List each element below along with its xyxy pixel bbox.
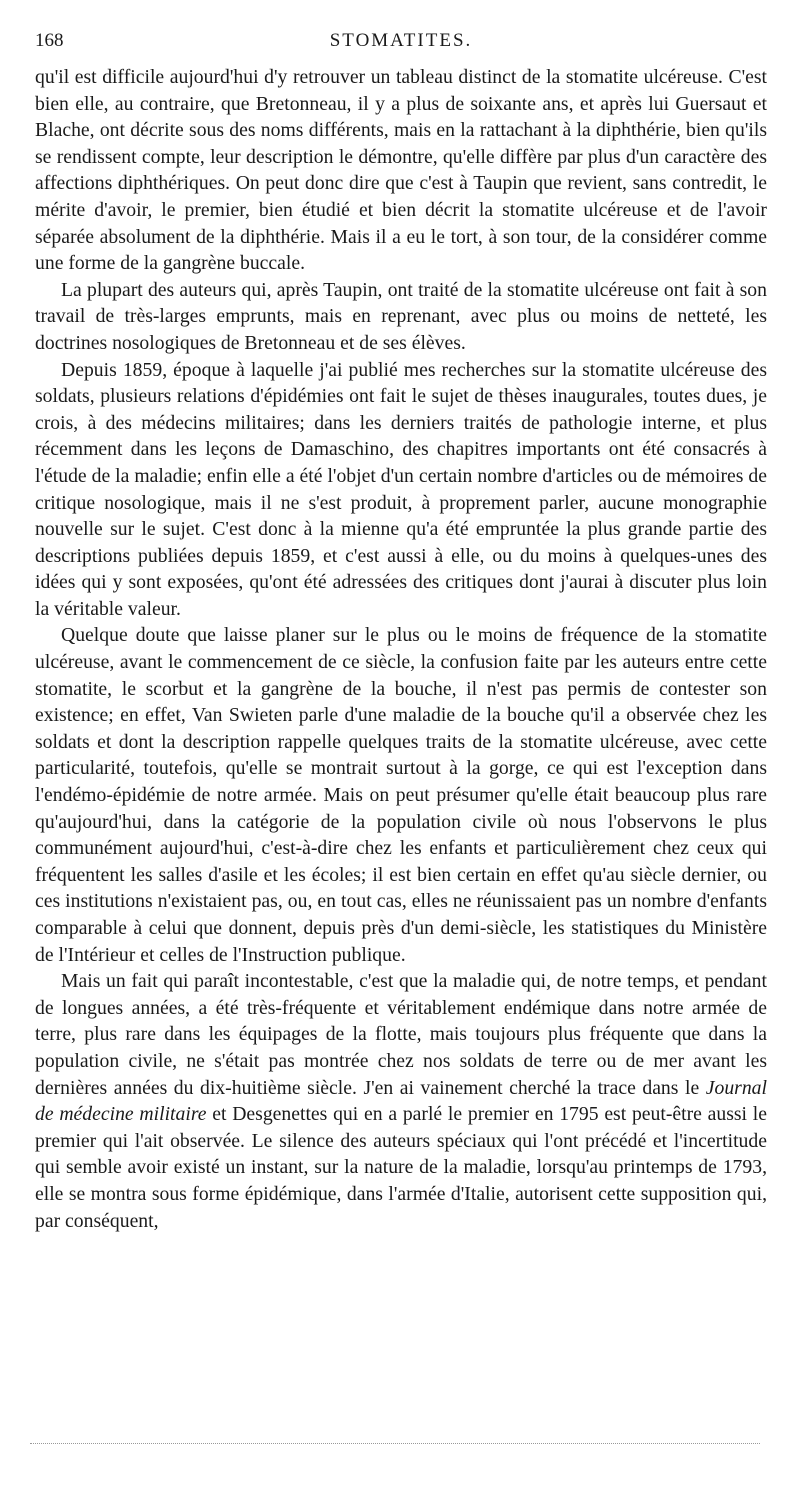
paragraph-since-1859: Depuis 1859, époque à laquelle j'ai publié mes recherches sur la stomatite ulcéreuse des soldats, plusieurs relations d'épidémies ont fait le sujet de thèses inaugurales, toutes dues, je crois, à des médecins militaires; dans les derniers traités de pathologie interne, et plus récemment dans les leçons de Damaschino, des chapitres importants ont été consacrés à l'étude de la maladie; enfin elle a été l'objet d'un certain nombre d'articles ou de mémoires de critique nosologique, mais il ne s'est produit, à proprement parler, aucune monographie nouvelle sur le sujet. C'est donc à la mienne qu'a été empruntée la plus grande partie des descriptions publiées depuis 1859, et c'est aussi à elle, ou du moins à quelques-unes des idées qui y sont exposées, qu'ont été adressées des critiques dont j'aurai à discuter plus loin la véritable valeur. <box>35 358 767 620</box>
paragraph-taupin-borrowings: La plupart des auteurs qui, après Taupin, ont traité de la stomatite ulcéreuse ont fait à son travail de très-larges emprunts, mais en reprenant, avec plus ou moins de netteté, les doctrines nosologiques de Bretonneau et de ses élèves. <box>35 278 767 354</box>
page-number: 168 <box>35 30 64 51</box>
paragraph-desgenettes <box>35 968 767 1234</box>
footer-rule <box>30 1443 760 1444</box>
paragraph-van-swieten: Quelque doute que laisse planer sur le plus ou le moins de fréquence de la stomatite ulcéreuse, avant le commencement de ce siècle, la confusion faite par les auteurs entre cette stomatite, le scorbut et la gangrène de la bouche, il n'est pas permis de contester son existence; en effet, Van Swieten parle d'une maladie de la bouche qu'il a observée chez les soldats et dont la description rappelle quelques traits de la stomatite ulcéreuse, avec cette particularité, toutefois, qu'elle se montrait surtout à la gorge, ce qui est l'exception dans l'endémo-épidémie de notre armée. Mais on peut présumer qu'elle était beaucoup plus rare qu'aujourd'hui, dans la catégorie de la population civile où nous l'observons le plus communément aujourd'hui, c'est-à-dire chez les enfants et particulièrement chez ceux qui fréquentent les salles d'asile et les écoles; il est bien certain en effet qu'au siècle dernier, ou ces institutions n'existaient pas, ou, en tout cas, elles ne réunissaient pas un nombre d'enfants comparable à celui que donnent, depuis près d'un demi-siècle, les statistiques du Ministère de l'Intérieur et celles de l'Instruction publique. <box>35 624 767 966</box>
journal-title: Journal de médecine militaire <box>35 1076 767 1126</box>
running-head: STOMATITES. <box>329 30 473 51</box>
paragraph-text-segment: et Desgenettes qui en a parlé le premier en 1795 est peut-être aussi le premier qui l'ait observée. Le silence des auteurs spéciaux qui l'ont précédé et l'incertitude qui semble avoir existé un instant, sur la nature de la maladie, lorsqu'au printemps de 1793, elle se montra sous forme épidémique, dans l'armée d'Italie, autorisent cette supposition qui, par conséquent, <box>35 1103 767 1232</box>
page-header <box>35 30 767 56</box>
body-text <box>35 64 767 1234</box>
paragraph-text-segment: Mais un fait qui paraît incontestable, c'est que la maladie qui, de notre temps, et pendant de longues années, a été très-fréquente et véritablement endémique dans notre armée de terre, plus rare dans les équipages de la flotte, mais toujours plus fréquente que dans la population civile, ne s'était pas montrée chez nos soldats de terre ou de mer avant les dernières années du dix-huitième siècle. J'en ai vainement cherché la trace dans le <box>35 970 767 1099</box>
paragraph-continuation: qu'il est difficile aujourd'hui d'y retrouver un tableau distinct de la stomatite ulcéreuse. C'est bien elle, au contraire, que Bretonneau, il y a plus de soixante ans, et après lui Guersaut et Blache, ont décrite sous des noms différents, mais en la rattachant à la diphthérie, bien qu'ils se rendissent compte, leur description le démontre, qu'elle diffère par plus d'un caractère des affections diphthériques. On peut donc dire que c'est à Taupin que revient, sans contredit, le mérite d'avoir, le premier, bien étudié et bien décrit la stomatite ulcéreuse et de l'avoir séparée absolument de la diphthérie. Mais il a eu le tort, à son tour, de la considérer comme une forme de la gangrène buccale. <box>35 66 767 275</box>
